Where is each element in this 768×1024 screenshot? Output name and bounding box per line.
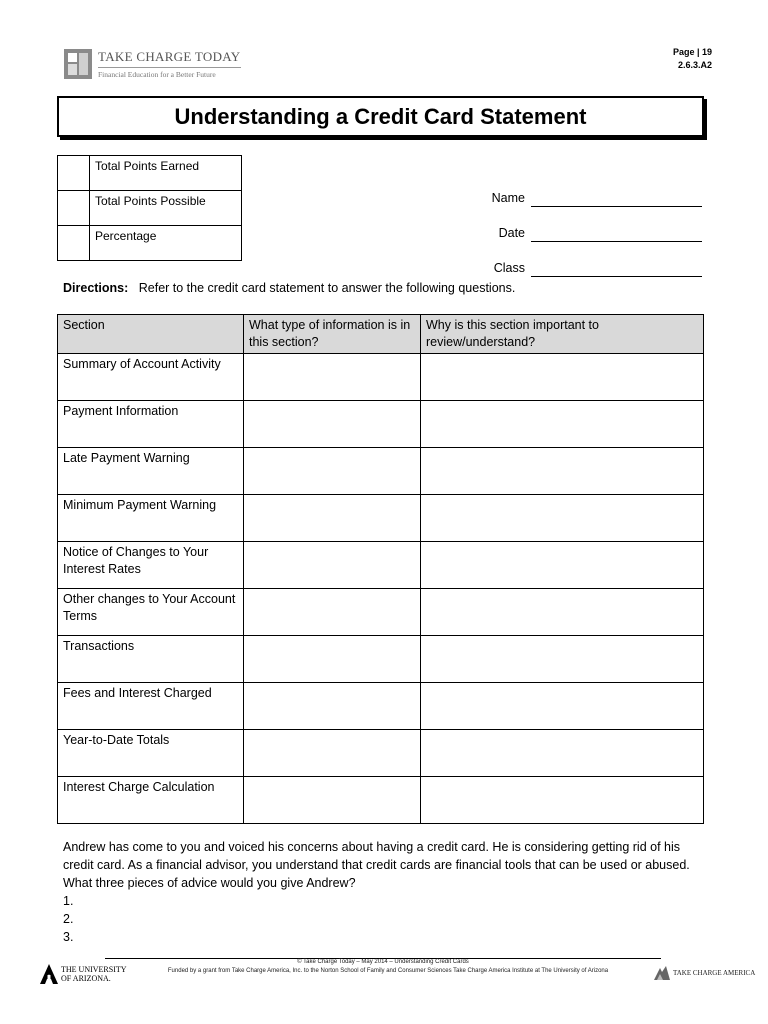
- table-row: [58, 777, 704, 824]
- importance-answer-cell[interactable]: [421, 448, 704, 495]
- advice-prompt: Andrew has come to you and voiced his concerns about having a credit card. He is considering getting rid of his credit card. As a financial advisor, you understand that credit cards are financial tools that can be used or abused. What three pieces of advice would you give Andrew?: [63, 840, 690, 890]
- advice-question: [63, 838, 703, 946]
- column-header-section: Section: [58, 315, 244, 354]
- importance-answer-cell[interactable]: [421, 683, 704, 730]
- table-row: [58, 730, 704, 777]
- footer-copyright: © Take Charge Today – May 2014 – Understanding Credit Cards: [297, 959, 469, 965]
- take-charge-today-logo: [64, 47, 244, 81]
- table-row: [58, 589, 704, 636]
- advice-item[interactable]: 2.: [63, 912, 74, 926]
- table-row: [58, 495, 704, 542]
- take-charge-america-icon: [654, 966, 670, 980]
- credit-card-sections-table: [57, 314, 704, 824]
- take-charge-america-logo: [654, 966, 755, 980]
- importance-answer-cell[interactable]: [421, 401, 704, 448]
- points-row: [58, 191, 242, 226]
- importance-answer-cell[interactable]: [421, 495, 704, 542]
- information-answer-cell[interactable]: [244, 354, 421, 401]
- advice-item[interactable]: 3.: [63, 930, 74, 944]
- name-input-line[interactable]: [531, 193, 702, 207]
- section-name: Payment Information: [58, 401, 244, 448]
- footer-funding: Funded by a grant from Take Charge America, Inc. to the Norton School of Family and Consumer Sciences Take Charge America Institute at The University of Arizona: [167, 968, 609, 974]
- section-name: Year-to-Date Totals: [58, 730, 244, 777]
- section-name: Interest Charge Calculation: [58, 777, 244, 824]
- information-answer-cell[interactable]: [244, 683, 421, 730]
- table-row: [58, 542, 704, 589]
- date-label: Date: [498, 226, 525, 240]
- points-possible-input[interactable]: [58, 191, 90, 226]
- name-field: [480, 172, 702, 207]
- table-row: [58, 448, 704, 495]
- title-box: [57, 96, 704, 137]
- information-answer-cell[interactable]: [244, 448, 421, 495]
- importance-answer-cell[interactable]: [421, 542, 704, 589]
- points-table: [57, 155, 242, 261]
- date-field: [480, 207, 702, 242]
- logo-title: TAKE CHARGE TODAY: [98, 49, 241, 64]
- section-name: Minimum Payment Warning: [58, 495, 244, 542]
- importance-answer-cell[interactable]: [421, 589, 704, 636]
- logo-subtitle: Financial Education for a Better Future: [98, 67, 241, 79]
- importance-answer-cell[interactable]: [421, 777, 704, 824]
- percentage-input[interactable]: [58, 226, 90, 261]
- name-label: Name: [491, 191, 525, 205]
- section-name: Summary of Account Activity: [58, 354, 244, 401]
- information-answer-cell[interactable]: [244, 777, 421, 824]
- ua-line-1: THE UNIVERSITY: [61, 965, 127, 974]
- information-answer-cell[interactable]: [244, 401, 421, 448]
- ua-line-2: OF ARIZONA.: [61, 974, 111, 983]
- points-row: [58, 226, 242, 261]
- directions-label: Directions:: [63, 281, 129, 295]
- date-input-line[interactable]: [531, 228, 702, 242]
- page-number: Page | 19: [672, 47, 712, 57]
- information-answer-cell[interactable]: [244, 495, 421, 542]
- information-answer-cell[interactable]: [244, 636, 421, 683]
- section-name: Transactions: [58, 636, 244, 683]
- importance-answer-cell[interactable]: [421, 636, 704, 683]
- page-info: [673, 46, 712, 72]
- information-answer-cell[interactable]: [244, 589, 421, 636]
- column-header-information: What type of information is in this section?: [244, 315, 421, 354]
- table-row: [58, 683, 704, 730]
- section-name: Other changes to Your Account Terms: [58, 589, 244, 636]
- class-label: Class: [493, 261, 525, 275]
- information-answer-cell[interactable]: [244, 730, 421, 777]
- information-answer-cell[interactable]: [244, 542, 421, 589]
- document-code: 2.6.3.A2: [677, 60, 712, 70]
- tca-logo-text: TAKE CHARGE AMERICA: [673, 969, 756, 977]
- table-row: [58, 401, 704, 448]
- page-title: Understanding a Credit Card Statement: [174, 103, 587, 129]
- university-of-arizona-logo: [40, 964, 127, 984]
- table-row: [58, 636, 704, 683]
- class-field: [480, 242, 702, 277]
- section-name: Notice of Changes to Your Interest Rates: [58, 542, 244, 589]
- directions-text: Refer to the credit card statement to answer the following questions.: [138, 281, 516, 295]
- points-label: Total Points Earned: [90, 156, 242, 191]
- directions: [63, 281, 515, 295]
- table-row: [58, 354, 704, 401]
- table-header-row: [58, 315, 704, 354]
- points-label: Percentage: [90, 226, 242, 261]
- importance-answer-cell[interactable]: [421, 730, 704, 777]
- advice-item[interactable]: 1.: [63, 894, 74, 908]
- column-header-importance: Why is this section important to review/understand?: [421, 315, 704, 354]
- section-name: Late Payment Warning: [58, 448, 244, 495]
- student-info-fields: [480, 172, 702, 277]
- points-row: [58, 156, 242, 191]
- points-label: Total Points Possible: [90, 191, 242, 226]
- take-charge-today-logo-icon: [64, 49, 92, 79]
- points-earned-input[interactable]: [58, 156, 90, 191]
- importance-answer-cell[interactable]: [421, 354, 704, 401]
- section-name: Fees and Interest Charged: [58, 683, 244, 730]
- arizona-a-icon: [40, 964, 58, 984]
- class-input-line[interactable]: [531, 263, 702, 277]
